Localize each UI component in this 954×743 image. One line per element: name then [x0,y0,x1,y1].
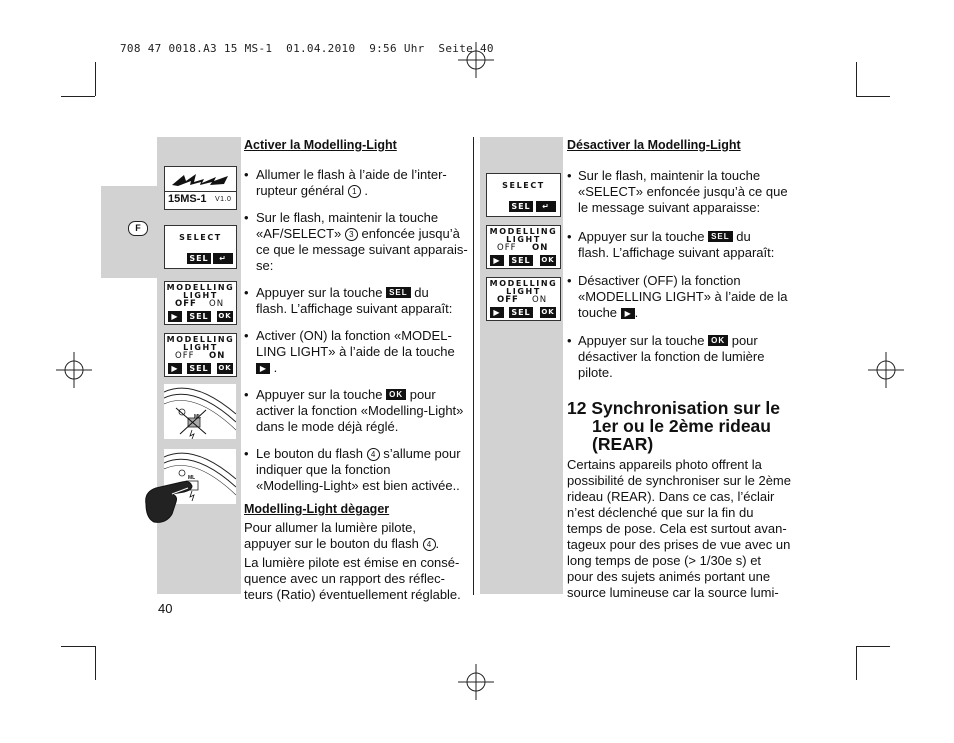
text-span: s’allume pour [383,446,461,461]
metz-logo-icon [170,171,230,189]
text-span: Appuyer sur la touche [578,229,705,244]
callout-number: 4 [423,538,436,551]
paragraph-line: long temps de pose (> 1/30e s) et [567,553,762,568]
text-line: La lumière pilote est émise en consé- [244,555,460,570]
text-span: pour [731,333,758,348]
text-span: Appuyer sur la touche [578,333,705,348]
flash-ml-label: ML [194,414,202,420]
lcd-text: SELECT [502,181,545,190]
lcd-text: LIGHT [183,343,218,352]
text-span: «AF/SELECT» [256,226,342,241]
text-span: rupteur général [256,183,345,198]
crop-mark [61,96,95,97]
text-line [578,333,758,349]
text-line [256,387,436,403]
text-line [578,229,751,245]
sel-chip: SEL [386,287,411,298]
lcd-modelling-on-display [164,333,237,377]
lcd-text: MODELLING [166,283,235,292]
paragraph-line: Certains appareils photo offrent la [567,457,762,472]
paragraph-line: n’est déclenché que sur la fin du [567,505,754,520]
lcd-modelling-on-display [486,225,561,269]
lcd-on-label: ON [532,243,549,253]
sel-chip: SEL [187,363,211,374]
text-line: se: [256,258,274,273]
registration-mark-icon [458,42,494,78]
sel-chip: SEL [509,307,533,318]
arrow-right-icon: ▶ [621,308,635,319]
crop-mark [61,646,95,647]
text-line: pilote. [578,365,613,380]
paragraph-line: temps de pose. Cela est surtout avan- [567,521,787,536]
text-line: ▶ . [256,360,277,376]
bullet-icon: • [244,285,249,300]
text-line: Désactiver (OFF) la fonction [578,273,741,288]
language-badge: F [128,221,148,236]
text-line: quence avec un rapport des réflec- [244,571,445,586]
text-span: du [736,229,751,244]
text-line: touche ▶ . [578,305,639,320]
page-number: 40 [158,601,173,616]
registration-mark-icon [868,352,904,388]
lcd-off-label: OFF [175,299,197,309]
callout-number: 4 [367,448,380,461]
ok-chip: OK [541,308,555,316]
lcd-modelling-off-display [486,277,561,321]
text-line: «SELECT» enfoncée jusqu’à ce que [578,184,788,199]
bullet-icon: • [244,446,249,461]
section-title-sync: (REAR) [592,434,654,454]
flash-head-icon [164,384,236,439]
column-divider [473,137,474,595]
model-label: 15MS-1 [168,193,207,205]
ok-chip: OK [386,389,406,400]
arrow-right-icon: ▶ [168,363,182,374]
bullet-icon: • [567,273,572,288]
text-line: dans le mode déjà réglé. [256,419,399,434]
section-title-sync: 12 Synchronisation sur le [567,398,780,418]
text-line: Pour allumer la lumière pilote, [244,520,416,535]
text-line: activer la fonction «Modelling-Light» [256,403,464,418]
lcd-off-label: OFF [497,295,519,305]
arrow-right-icon: ▶ [168,311,182,322]
lcd-on-label: ON [209,299,225,309]
text-span: enfoncée jusqu’à [361,226,460,241]
callout-number: 1 [348,185,361,198]
lcd-on-label: ON [532,295,548,305]
flash-ml-label: ML [188,475,196,481]
lcd-text: MODELLING [166,335,235,344]
text-line: teurs (Ratio) éventuellement réglable. [244,587,461,602]
text-span: Le bouton du flash [256,446,363,461]
pressing-hand-icon [142,478,198,528]
lcd-text: LIGHT [506,235,541,244]
lcd-off-label: OFF [497,243,517,253]
lcd-select-display [486,173,561,217]
lcd-select-display [164,225,237,269]
text-span: appuyer sur le bouton du flash [244,536,419,551]
ok-chip: OK [218,364,232,372]
sel-chip: SEL [708,231,733,242]
text-line: indiquer que la fonction [256,462,391,477]
text-span: Appuyer sur la touche [256,285,383,300]
text-span: Appuyer sur la touche [256,387,383,402]
paragraph-line: rideau (REAR). Dans ce cas, l’éclair [567,489,775,504]
crop-mark [856,62,857,96]
registration-mark-icon [458,664,494,700]
registration-mark-icon [56,352,92,388]
text-line: désactiver la fonction de lumière [578,349,765,364]
paragraph-line: possibilité de synchroniser sur le 2ème [567,473,791,488]
print-header-line: 708 47 0018.A3 15 MS-1 01.04.2010 9:56 Uhr Seite 40 [120,42,494,55]
metz-logo-panel [164,166,237,210]
bullet-icon: • [244,387,249,402]
text-line: «MODELLING LIGHT» à l’aide de la [578,289,788,304]
text-line: rupteur général 1 . [256,183,369,198]
crop-mark [95,62,96,96]
section-heading-release: Modelling-Light dègager [244,502,390,516]
text-line [256,285,429,301]
crop-mark [856,646,857,680]
text-line: «Modelling-Light» est bien activée.. [256,478,460,493]
sel-chip: SEL [187,253,211,264]
lcd-text: LIGHT [506,287,541,296]
text-line [256,226,460,242]
text-line: Activer (ON) la fonction «MODEL- [256,328,452,343]
sel-chip: SEL [509,201,533,212]
text-span: pour [409,387,436,402]
lcd-off-label: OFF [175,351,195,361]
section-heading-activate: Activer la Modelling-Light [244,138,397,152]
bullet-icon: • [567,229,572,244]
crop-mark [856,96,890,97]
lcd-modelling-off-display [164,281,237,325]
ok-chip: OK [541,256,555,264]
crop-mark [856,646,890,647]
text-line: ce que le message suivant apparais- [256,242,468,257]
section-heading-deactivate: Désactiver la Modelling-Light [567,138,741,152]
section-title-sync: 1er ou le 2ème rideau [592,416,771,436]
text-line: flash. L’affichage suivant apparaît: [578,245,775,260]
text-line: Sur le flash, maintenir la touche [578,168,761,183]
text-line: Sur le flash, maintenir la touche [256,210,439,225]
text-span: touche [578,305,618,320]
version-label: V1.0 [215,196,232,203]
text-line [256,446,461,462]
arrow-right-icon: ▶ [490,307,504,318]
arrow-right-icon: ▶ [256,363,270,374]
bullet-icon: • [567,333,572,348]
flash-button-illustration [164,384,236,439]
bullet-icon: • [244,167,249,182]
bullet-icon: • [244,210,249,225]
crop-mark [95,646,96,680]
ok-chip: OK [708,335,728,346]
sel-chip: SEL [509,255,533,266]
callout-number: 3 [345,228,358,241]
paragraph-line: source lumineuse car la source lumi- [567,585,779,600]
ok-chip: OK [218,312,232,320]
lcd-text: MODELLING [489,279,558,288]
lcd-on-label: ON [209,351,226,361]
text-span: du [414,285,429,300]
lcd-text: SELECT [179,233,222,242]
return-icon: ↵ [213,253,233,264]
text-line: le message suivant apparaisse: [578,200,761,215]
bullet-icon: • [244,328,249,343]
text-line: appuyer sur le bouton du flash 4 . [244,536,440,551]
paragraph-line: pour des sujets animés portant une [567,569,771,584]
lcd-text: MODELLING [489,227,558,236]
bullet-icon: • [567,168,572,183]
arrow-right-icon: ▶ [490,255,504,266]
lcd-text: LIGHT [183,291,218,300]
sel-chip: SEL [187,311,211,322]
text-line: Allumer le flash à l’aide de l’inter- [256,167,447,182]
text-line: flash. L’affichage suivant apparaît: [256,301,453,316]
text-line: LING LIGHT» à l’aide de la touche [256,344,455,359]
return-icon: ↵ [536,201,556,212]
paragraph-line: tageux pour des prises de vue avec un [567,537,791,552]
